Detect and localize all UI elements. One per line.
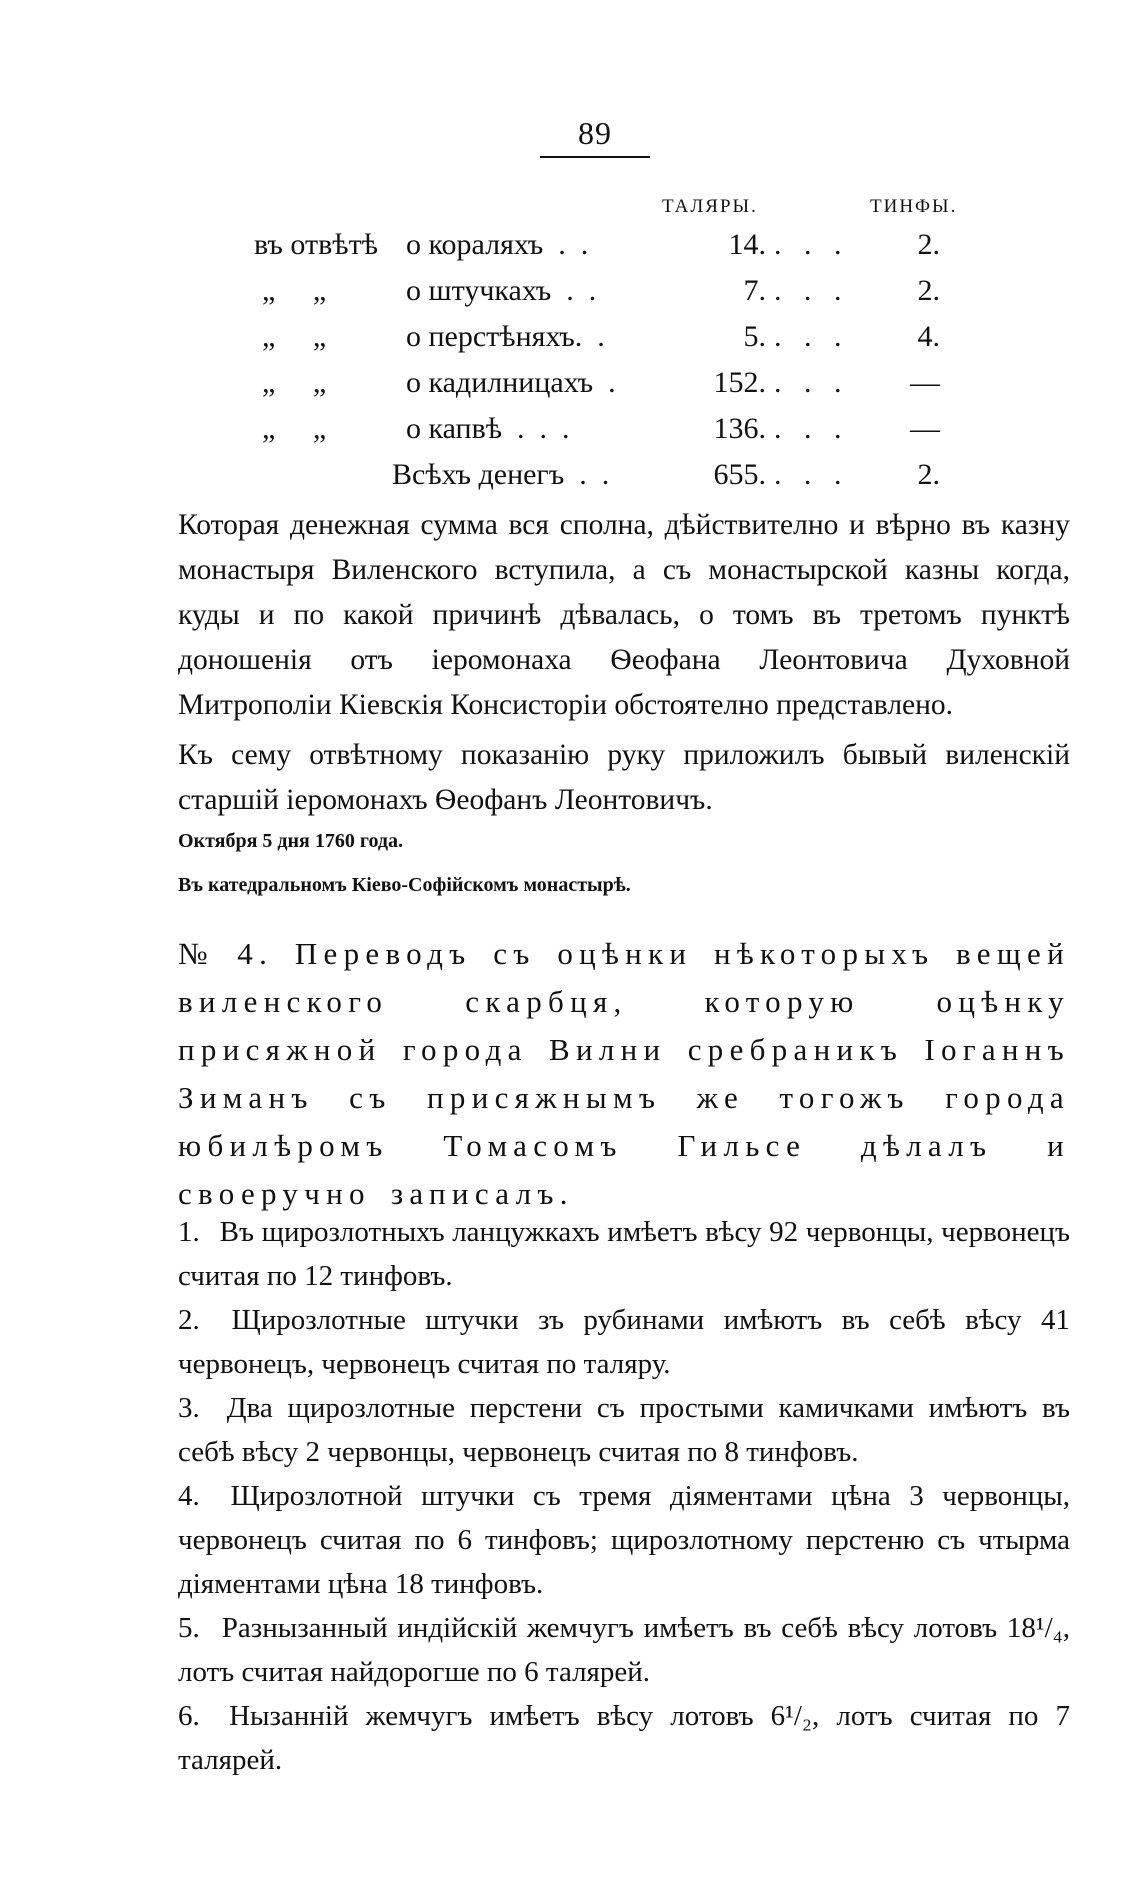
row-item: о штучкахъ . . (406, 274, 597, 307)
item-number: 6. (178, 1700, 200, 1732)
row-leader-dots: . . . (774, 228, 842, 261)
item-number: 1. (178, 1216, 200, 1248)
item-number: 3. (178, 1392, 200, 1424)
list-item (178, 1298, 1070, 1386)
row-prefix: въ отвѣтѣ (254, 228, 378, 261)
row-leader-dots: . . . (774, 274, 842, 307)
page-number: 89 (578, 115, 612, 151)
row-tinfs: 2. (917, 274, 940, 307)
total-leader-dots: . . . (774, 458, 842, 491)
ledger-row (0, 366, 1140, 412)
list-item (178, 1606, 1070, 1694)
item-number: 4. (178, 1480, 200, 1512)
row-tinfs: 2. (917, 228, 940, 261)
column-header-tinfs: ТИНФЫ. (870, 196, 958, 217)
ledger-row (0, 412, 1140, 458)
paragraph-text: Къ сему отвѣтному показанію руку приложилъ бывый виленскій старшій іеромонахъ Ѳеофанъ Леонтовичъ. (178, 739, 1070, 816)
row-thalers: 5. (743, 320, 766, 353)
item-text: Въ щирозлотныхъ ланцужкахъ имѣетъ вѣсу 92 червонцы, червонецъ считая по 12 тинфовъ. (178, 1216, 1071, 1292)
paragraph-text: Которая денежная сумма вся сполна, дѣйствително и вѣрно въ казну монастыря Виленского вступила, а съ монастырской казны когда, куды и по какой причинѣ дѣвалась, о томъ въ третомъ пунктѣ доношенія отъ іеромонаха Ѳеофана Леонтовича Духовной Митрополіи Кіевскія Консисторіи обстоятелно представлено. (178, 509, 1070, 721)
total-thalers: 655. (713, 458, 766, 491)
row-leader-dots: . . . (774, 320, 842, 353)
item-number: 2. (178, 1304, 200, 1336)
row-thalers: 136. (713, 412, 766, 445)
total-tinfs: 2. (917, 458, 940, 491)
item-text: Щирозлотные штучки зъ рубинами имѣютъ въ себѣ вѣсу 41 червонецъ, червонецъ считая по таляру. (178, 1304, 1070, 1380)
item-text: Нызанній жемчугъ имѣетъ вѣсу лотовъ 6¹/₂, лотъ считая по 7 талярей. (178, 1700, 1071, 1776)
list-item (178, 1474, 1070, 1606)
row-prefix: „ „ (262, 366, 327, 399)
list-item (178, 1210, 1070, 1298)
row-item: о капвѣ . . . (406, 412, 570, 445)
date-line: Октября 5 дня 1760 года. (178, 830, 403, 852)
total-label: Всѣхъ денегъ . . (392, 458, 610, 491)
row-thalers: 152. (713, 366, 766, 399)
row-item: о перстѣняхъ. . (406, 320, 605, 353)
paragraph-signature-note (178, 733, 1070, 823)
item-number: 5. (178, 1612, 200, 1644)
page-number-rule (540, 156, 650, 158)
ledger-row (0, 320, 1140, 366)
paragraph-sum-receipt (178, 503, 1070, 728)
item-text: Разнызанный индійскій жемчугъ имѣетъ въ себѣ вѣсу лотовъ 18¹/₄, лотъ считая найдорогше по 6 талярей. (178, 1612, 1071, 1688)
place-line: Въ катедральномъ Кіево-Софійскомъ монастырѣ. (178, 874, 631, 896)
row-prefix: „ „ (262, 274, 327, 307)
row-tinfs: 4. (917, 320, 940, 353)
row-leader-dots: . . . (774, 412, 842, 445)
ledger-row (0, 228, 1140, 274)
row-thalers: 7. (743, 274, 766, 307)
item-text: Два щирозлотные перстени съ простыми камичками имѣютъ въ себѣ вѣсу 2 червонцы, червонецъ считая по 8 тинфовъ. (178, 1392, 1071, 1468)
column-header-thalers: ТАЛЯРЫ. (662, 196, 758, 217)
list-item (178, 1694, 1070, 1782)
item-text: Щирозлотной штучки съ тремя діяментами цѣна 3 червонцы, червонецъ считая по 6 тинфовъ; щирозлотному перстеню съ чтырма діяментами цѣна 18 тинфовъ. (178, 1480, 1071, 1600)
row-tinfs: — (910, 366, 940, 399)
row-tinfs: — (910, 412, 940, 445)
row-thalers: 14. (728, 228, 766, 261)
row-item: о кораляхъ . . (406, 228, 589, 261)
section-heading: № 4. Переводъ съ оцѣнки нѣкоторыхъ вещей виленского скарбця, которую оцѣнку присяжной города Вилни сребраникъ Іоганнъ Зиманъ съ присяжнымъ же тогожъ города юбилѣромъ Томасомъ Гильсе дѣлалъ и своеручно записалъ. (178, 936, 1070, 1211)
ledger-total-row (0, 458, 1140, 504)
row-prefix: „ „ (262, 412, 327, 445)
row-prefix: „ „ (262, 320, 327, 353)
row-item: о кадилницахъ . (406, 366, 616, 399)
ledger-row (0, 274, 1140, 320)
list-item (178, 1386, 1070, 1474)
row-leader-dots: . . . (774, 366, 842, 399)
